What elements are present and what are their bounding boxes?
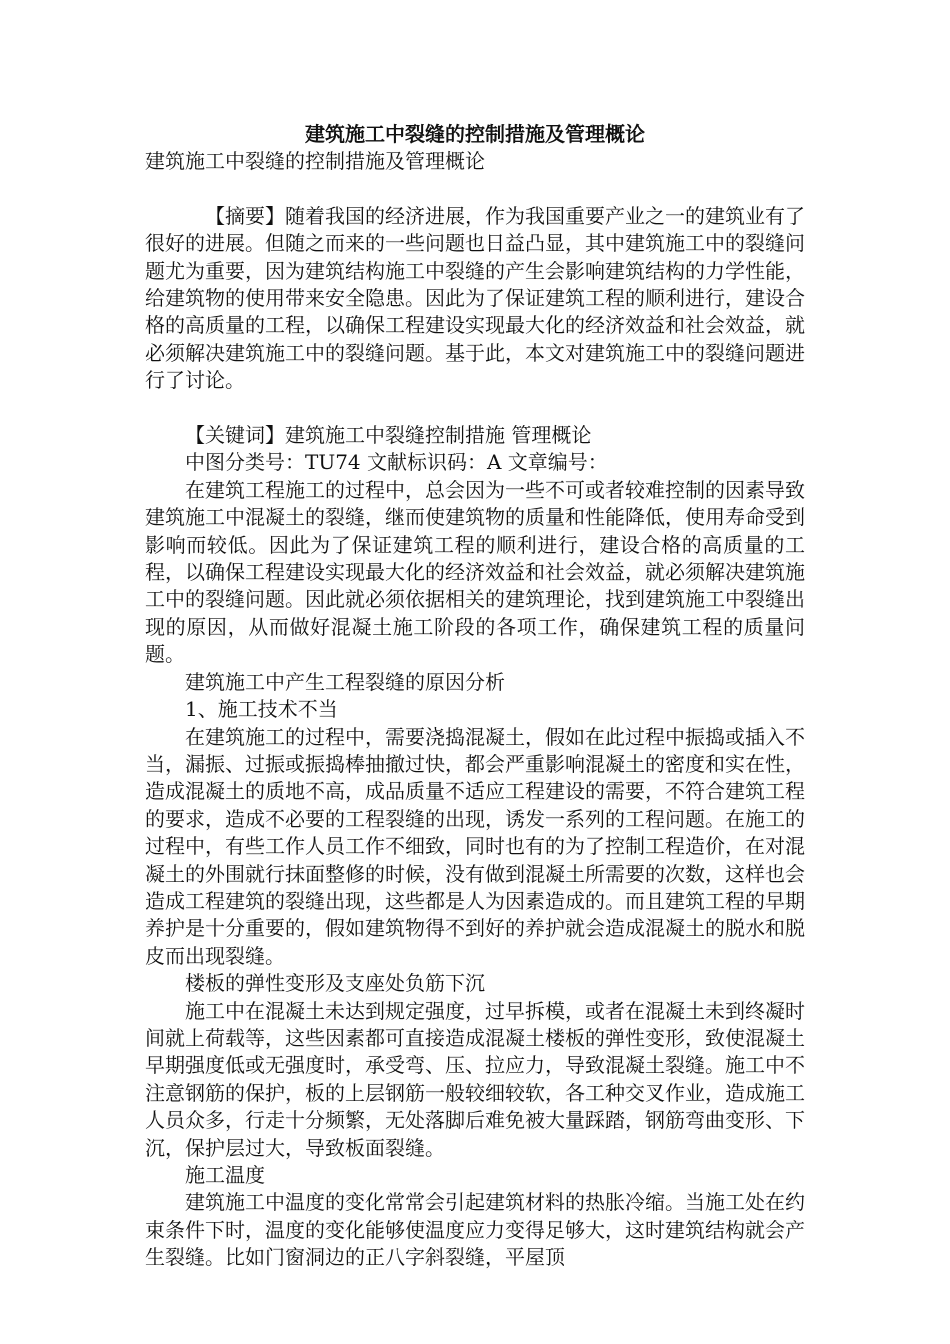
- subsection-body-1: 在建筑施工的过程中，需要浇捣混凝土，假如在此过程中振捣或插入不当，漏振、过振或振捣棒抽撤过快，都会严重影响混凝土的密度和实在性，造成混凝土的质地不高，成品质量不适应工程建设的需要，不符合建筑工程的要求，造成不必要的工程裂缝的出现，诱发一系列的工程问题。在施工的过程中，有些工作人员工作不细致，同时也有的为了控制工程造价，在对混凝土的外围就行抹面整修的时候，没有做到混凝土所需要的次数，这样也会造成工程建筑的裂缝出现，这些都是人为因素造成的。而且建筑工程的早期养护是十分重要的，假如建筑物得不到好的养护就会造成混凝土的脱水和脱皮而出现裂缝。: [145, 724, 805, 968]
- classification-line: 中图分类号：TU74 文献标识码：A 文章编号：: [185, 450, 608, 475]
- subsection-heading-1: 1、施工技术不当: [185, 697, 338, 722]
- keywords-line: 【关键词】建筑施工中裂缝控制措施 管理概论: [185, 423, 592, 448]
- subsection-heading-2: 楼板的弹性变形及支座处负筋下沉: [185, 971, 485, 996]
- document-title: 建筑施工中裂缝的控制措施及管理概论: [305, 122, 645, 146]
- intro-paragraph: 在建筑工程施工的过程中，总会因为一些不可或者较难控制的因素导致建筑施工中混凝土的裂缝，继而使建筑物的质量和性能降低，使用寿命受到影响而较低。因此为了保证建筑工程的顺利进行，建设合格的高质量的工程，以确保工程建设实现最大化的经济效益和社会效益，就必须解决建筑施工中的裂缝问题。因此就必须依据相关的建筑理论，找到建筑施工中裂缝出现的原因，从而做好混凝土施工阶段的各项工作，确保建筑工程的质量问题。: [145, 477, 805, 667]
- subsection-body-3: 建筑施工中温度的变化常常会引起建筑材料的热胀冷缩。当施工处在约束条件下时，温度的变化能够使温度应力变得足够大，这时建筑结构就会产生裂缝。比如门窗洞边的正八字斜裂缝，平屋顶: [145, 1190, 805, 1270]
- document-body: [145, 120, 805, 1272]
- blank-line: [145, 175, 805, 202]
- abstract-paragraph: 【摘要】随着我国的经济进展，作为我国重要产业之一的建筑业有了很好的进展。但随之而来的一些问题也日益凸显，其中建筑施工中的裂缝问题尤为重要，因为建筑结构施工中裂缝的产生会影响建筑结构的力学性能，给建筑物的使用带来安全隐患。因此为了保证建筑工程的顺利进行，建设合格的高质量的工程，以确保工程建设实现最大化的经济效益和社会效益，就必须解决建筑施工中的裂缝问题。基于此，本文对建筑施工中的裂缝问题进行了讨论。: [145, 203, 805, 393]
- section-heading: 建筑施工中产生工程裂缝的原因分析: [185, 669, 505, 694]
- subsection-heading-3: 施工温度: [185, 1163, 265, 1187]
- document-subtitle: 建筑施工中裂缝的控制措施及管理概论: [145, 149, 485, 173]
- subsection-body-2: 施工中在混凝土未达到规定强度，过早拆模，或者在混凝土未到终凝时间就上荷载等，这些因素都可直接造成混凝土楼板的弹性变形，致使混凝土早期强度低或无强度时，承受弯、压、拉应力，导致混凝土裂缝。施工中不注意钢筋的保护，板的上层钢筋一般较细较软，各工种交叉作业，造成施工人员众多，行走十分频繁，无处落脚后难免被大量踩踏，钢筋弯曲变形、下沉，保护层过大，导致板面裂缝。: [145, 998, 805, 1160]
- blank-line: [145, 395, 805, 422]
